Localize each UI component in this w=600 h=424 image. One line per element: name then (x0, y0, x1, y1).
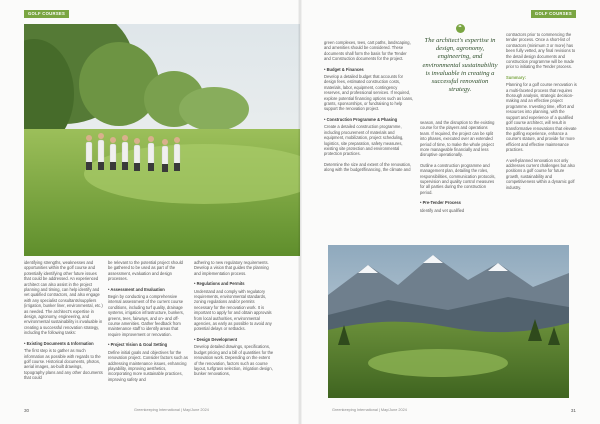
paragraph: adhering to new regulatory requirements. Develop a vision that guides the planning and implementation process. (194, 260, 269, 276)
paragraph: The first step is to gather as much information as possible with regards to the golf course. Historical documents, photos, aerial images, as-built drawings, topography plans and any other documents that could (24, 348, 103, 381)
paragraph: Define initial goals and objectives for the renovation project. Consider factors such as addressing maintenance issues, enhancing playability, improving aesthetics, incorporating more sustainable practices, improving safety and (108, 349, 188, 382)
paragraph: Develop detailed drawings, specifications, budget pricing and a bill of quantities for the renovation work. Depending on the extent of the renovation, factors such as course layout, turfgrass selection, irrigation design, bunker renovations, (194, 344, 274, 377)
subheading: • Regulations and Permits (194, 281, 245, 287)
left-column-3 (194, 260, 274, 405)
paragraph: be relevant to the potential project should be gathered to be used as part of the assessment, evaluation and design processes. (108, 260, 183, 282)
subheading: • Pre-Tender Process (420, 200, 461, 206)
paragraph: contractors prior to commencing the tender process. Once a short-list of contractors (minimum 3 or more) has been fully vetted, any final revisions to the detail design documents and construction programme will be made prior to initiating the Tender process. (506, 32, 576, 70)
paragraph: Planning for a golf course renovation is a multi-faceted process that requires thorough analysis, strategic decision-making and an effective project programme. Investing time, effort and resources into planning, with the support and experience of a qualified golf course architect, will result in transformative renovations that elevate the golfing experience, enhance a course's stature, and provide for more efficient and effective maintenance practices. (506, 82, 577, 153)
subheading: • Project Vision & Goal Setting (108, 342, 168, 348)
subheading: • Assessment and Evaluation (108, 286, 165, 292)
paragraph: season, and the disruption to the existing course for the players and operations team. If required, the project can be split into phases, executed over an extended period of time, to make the whole project more manageable financially and less disruptive operationally. (420, 120, 495, 158)
paragraph: A well-planned renovation not only addresses current challenges but also positions a golf course for future growth, sustainability and competitiveness within a dynamic golf industry. (506, 157, 575, 190)
mountain-course-photo (328, 245, 569, 398)
paragraph: Begin by conducting a comprehensive internal assessment of the current course conditions, including turf quality, drainage systems, irrigation infrastructure, bunkers, greens, tees, fairways, and on- and off-course amenities. Gather feedback from maintenance staff to identify areas that require improvement or renovation. (108, 294, 184, 337)
page-number: 31 (570, 408, 576, 413)
left-column-2 (108, 260, 188, 405)
left-column-1 (24, 260, 103, 405)
paragraph: Identify and vet qualified (420, 207, 465, 213)
pull-quote (422, 24, 498, 114)
page-number: 30 (24, 408, 30, 413)
paragraph: Develop a detailed budget that accounts for design fees, estimated construction costs, materials, labor, equipment, contingency reserves, and professional services. If required, explore potential financing options such as loans, grants, sponsorships, or fundraising to help support the renovation project. (324, 74, 414, 112)
subheading: • Existing Documents & Information (24, 340, 94, 346)
subheading: • Construction Programme & Phasing (324, 116, 398, 122)
paragraph: Determine the size and extent of the renovation, along with the budget/financing, the climate and (324, 161, 412, 173)
page-footer: Greenkeeping International | May/June 2024 (332, 408, 407, 412)
pull-quote-text: The architect's expertise in design, agronomy, engineering, and environmental sustainability is invaluable in creating a successful renovation strategy. (422, 37, 498, 94)
paragraph: Create a detailed construction programme, including procurement of materials and equipment, mobilization, project scheduling, logistics, site preparation, safety measures, existing site protection and environmental protection practices. (324, 124, 404, 157)
right-column-1 (324, 40, 414, 250)
paragraph: Outline a construction programme and management plan, detailing the roles, responsibilities, communication protocols, supervision and quality control measures for all parties during the construction period. (420, 162, 496, 195)
paragraph: Understand and comply with regulatory requirements, environmental standards, zoning regulations and/or permits necessary for the renovation work. It is important to apply for and obtain approvals from local authorities, environmental agencies, as early as possible to avoid any potential delays or setbacks. (194, 288, 272, 332)
subheading: • Budget & Finances (324, 66, 364, 72)
section-tab: GOLF COURSES (531, 10, 576, 18)
quote-mark-icon: “ (456, 24, 465, 33)
paragraph: green complexes, tees, cart paths, landscaping, and amenities should be considered. These documents shall form the basis for the Tender and Construction documents for the project. (324, 40, 411, 62)
subheading: Summary: (506, 74, 527, 80)
section-tab: GOLF COURSES (24, 10, 69, 18)
paragraph: identifying strengths, weaknesses and opportunities within the golf course and potentially identifying other future issues that could be addressed. An experienced architect can also assist in the project planning and timing, can help identify and vet qualified contractors, and also engage with any specialist consultants/suppliers (irrigation, bunker liner, environmental, etc.) as needed. The architect's expertise in design, agronomy, engineering, and environmental sustainability is invaluable in creating a successful renovation strategy, including the following tasks: (24, 260, 103, 336)
subheading: • Design Development (194, 336, 238, 342)
right-page (300, 0, 600, 424)
right-column-2 (420, 120, 498, 244)
page-gutter (298, 0, 302, 424)
right-column-3 (506, 32, 578, 247)
page-footer: Greenkeeping International | May/June 2024 (134, 408, 209, 412)
golfers-on-green-photo (24, 24, 300, 256)
